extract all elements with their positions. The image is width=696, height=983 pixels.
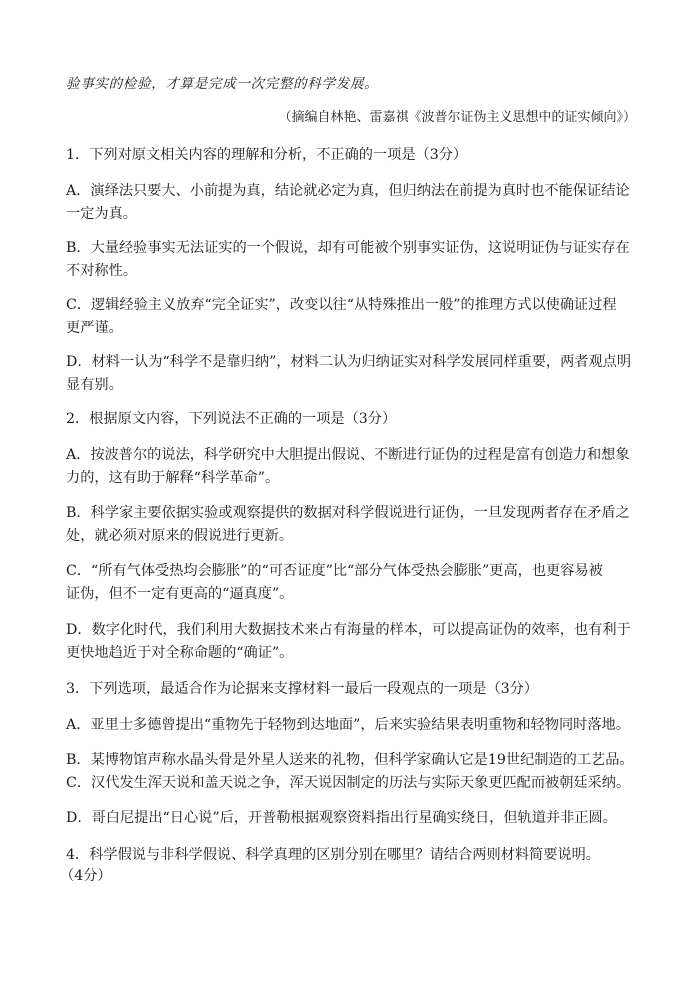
q1-option-a: A．演绎法只要大、小前提为真，结论就必定为真，但归纳法在前提为真时也不能保证结论 xyxy=(66,183,630,199)
q1-option-b: B．大量经验事实无法证实的一个假说，却有可能被个别事实证伪，这说明证伪与证实存在 xyxy=(66,240,630,256)
q3-option-d: D．哥白尼提出“日心说”后，开普勒根据观察资料指出行星确实绕日，但轨道并非正圆。 xyxy=(66,810,617,826)
q1-option-c: C．逻辑经验主义放弃“完全证实”，改变以往“从特殊推出一般”的推理方式以使确证过程 xyxy=(66,297,617,313)
q2-option-c: C．“所有气体受热均会膨胀”的“可否证度”比“部分气体受热会膨胀”更高，也更容易被 xyxy=(66,563,603,579)
q2-option-c-cont: 证伪，但不一定有更高的“逼真度”。 xyxy=(66,586,294,602)
q1-stem: 1．下列对原文相关内容的理解和分析，不正确的一项是（3分） xyxy=(66,147,468,163)
source-citation: （摘编自林艳、雷嘉祺《波普尔证伪主义思想中的证实倾向》） xyxy=(278,110,636,125)
q2-option-d-cont: 更快地趋近于对全称命题的“确证”。 xyxy=(66,645,294,661)
q4-points: （4分） xyxy=(60,868,112,884)
q2-stem: 2．根据原文内容，下列说法不正确的一项是（3分） xyxy=(66,411,397,427)
q3-stem: 3．下列选项，最适合作为论据来支撑材料一最后一段观点的一项是（3分） xyxy=(66,681,539,697)
intro-tail-text: 验事实的检验，才算是完成一次完整的科学发展。 xyxy=(66,76,379,92)
q1-option-c-cont: 更严谨。 xyxy=(66,320,123,336)
q3-option-c: C．汉代发生浑天说和盖天说之争，浑天说因制定的历法与实际天象更匹配而被朝廷采纳。 xyxy=(66,775,631,791)
q3-option-b: B．某博物馆声称水晶头骨是外星人送来的礼物，但科学家确认它是19世纪制造的工艺品。 xyxy=(66,752,634,768)
q2-option-b: B．科学家主要依据实验或观察提供的数据对科学假说进行证伪，一旦发现两者存在矛盾之 xyxy=(66,505,630,521)
q1-option-d: D．材料一认为“科学不是靠归纳”，材料二认为归纳证实对科学发展同样重要，两者观点明 xyxy=(66,354,632,370)
q2-option-a-cont: 力的，这有助于解释“科学革命”。 xyxy=(66,470,280,486)
q1-option-a-cont: 一定为真。 xyxy=(66,206,137,222)
q1-option-d-cont: 显有别。 xyxy=(66,377,123,393)
q4-stem: 4．科学假说与非科学假说、科学真理的区别分别在哪里？请结合两则材料简要说明。 xyxy=(66,847,600,863)
q2-option-b-cont: 处，就必须对原来的假说进行更新。 xyxy=(66,528,294,544)
q1-option-b-cont: 不对称性。 xyxy=(66,263,137,279)
q2-option-a: A．按波普尔的说法，科学研究中大胆提出假说、不断进行证伪的过程是富有创造力和想象 xyxy=(66,447,630,463)
q3-option-a: A．亚里士多德曾提出“重物先于轻物到达地面”，后来实验结果表明重物和轻物同时落地。 xyxy=(66,717,630,733)
q2-option-d: D．数字化时代，我们利用大数据技术来占有海量的样本，可以提高证伪的效率，也有利于 xyxy=(66,622,631,638)
